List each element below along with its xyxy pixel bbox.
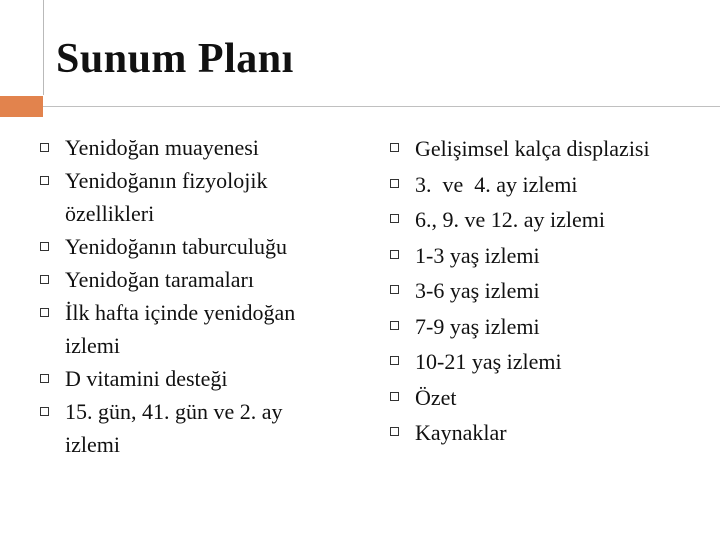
square-bullet-icon [390, 250, 399, 259]
accent-block [0, 96, 43, 117]
list-item-text: 3. ve 4. ay izlemi [415, 171, 578, 197]
list-item [390, 344, 710, 380]
list-item [390, 131, 710, 167]
square-bullet-icon [390, 285, 399, 294]
list-item [40, 296, 330, 362]
list-item [390, 202, 710, 238]
list-item-text: Yenidoğanın fizyolojik özellikleri [65, 168, 268, 226]
list-item-text: İlk hafta içinde yenidoğan izlemi [65, 300, 296, 358]
list-item [390, 309, 710, 345]
square-bullet-icon [390, 321, 399, 330]
square-bullet-icon [390, 179, 399, 188]
square-bullet-icon [40, 242, 49, 251]
list-item [390, 238, 710, 274]
list-item [40, 230, 330, 263]
list-item-text: 15. gün, 41. gün ve 2. ay izlemi [65, 399, 283, 457]
list-item-text: 10-21 yaş izlemi [415, 349, 562, 374]
right-bullet-list [390, 131, 710, 451]
list-item [390, 167, 710, 203]
square-bullet-icon [40, 143, 49, 152]
list-item-text: Kaynaklar [415, 420, 507, 445]
square-bullet-icon [40, 374, 49, 383]
list-item-text: Gelişimsel kalça displazisi [415, 136, 650, 161]
title-divider [43, 106, 720, 107]
square-bullet-icon [40, 176, 49, 185]
list-item-text: Yenidoğan taramaları [65, 267, 254, 292]
square-bullet-icon [40, 308, 49, 317]
list-item [40, 395, 330, 461]
list-item [40, 164, 330, 230]
square-bullet-icon [390, 356, 399, 365]
square-bullet-icon [390, 427, 399, 436]
left-bullet-list [40, 131, 330, 461]
list-item-text: 1-3 yaş izlemi [415, 242, 540, 268]
square-bullet-icon [390, 214, 399, 223]
square-bullet-icon [390, 392, 399, 401]
list-item-text: D vitamini desteği [65, 366, 228, 391]
square-bullet-icon [390, 143, 399, 152]
list-item-text: Yenidoğanın taburculuğu [65, 234, 288, 259]
list-item [390, 380, 710, 416]
list-item [390, 415, 710, 451]
list-item [40, 362, 330, 395]
list-item [40, 263, 330, 296]
list-item-text: 7-9 yaş izlemi [415, 313, 540, 339]
list-item [40, 131, 330, 164]
list-item-text: 6., 9. ve 12. ay izlemi [415, 207, 606, 232]
list-item [390, 273, 710, 309]
square-bullet-icon [40, 407, 49, 416]
title-vertical-rule [43, 0, 44, 95]
square-bullet-icon [40, 275, 49, 284]
list-item-text: Yenidoğan muayenesi [65, 135, 259, 160]
list-item-text: 3-6 yaş izlemi [415, 278, 540, 303]
slide-title: Sunum Planı [56, 36, 294, 82]
list-item-text: Özet [415, 384, 457, 410]
